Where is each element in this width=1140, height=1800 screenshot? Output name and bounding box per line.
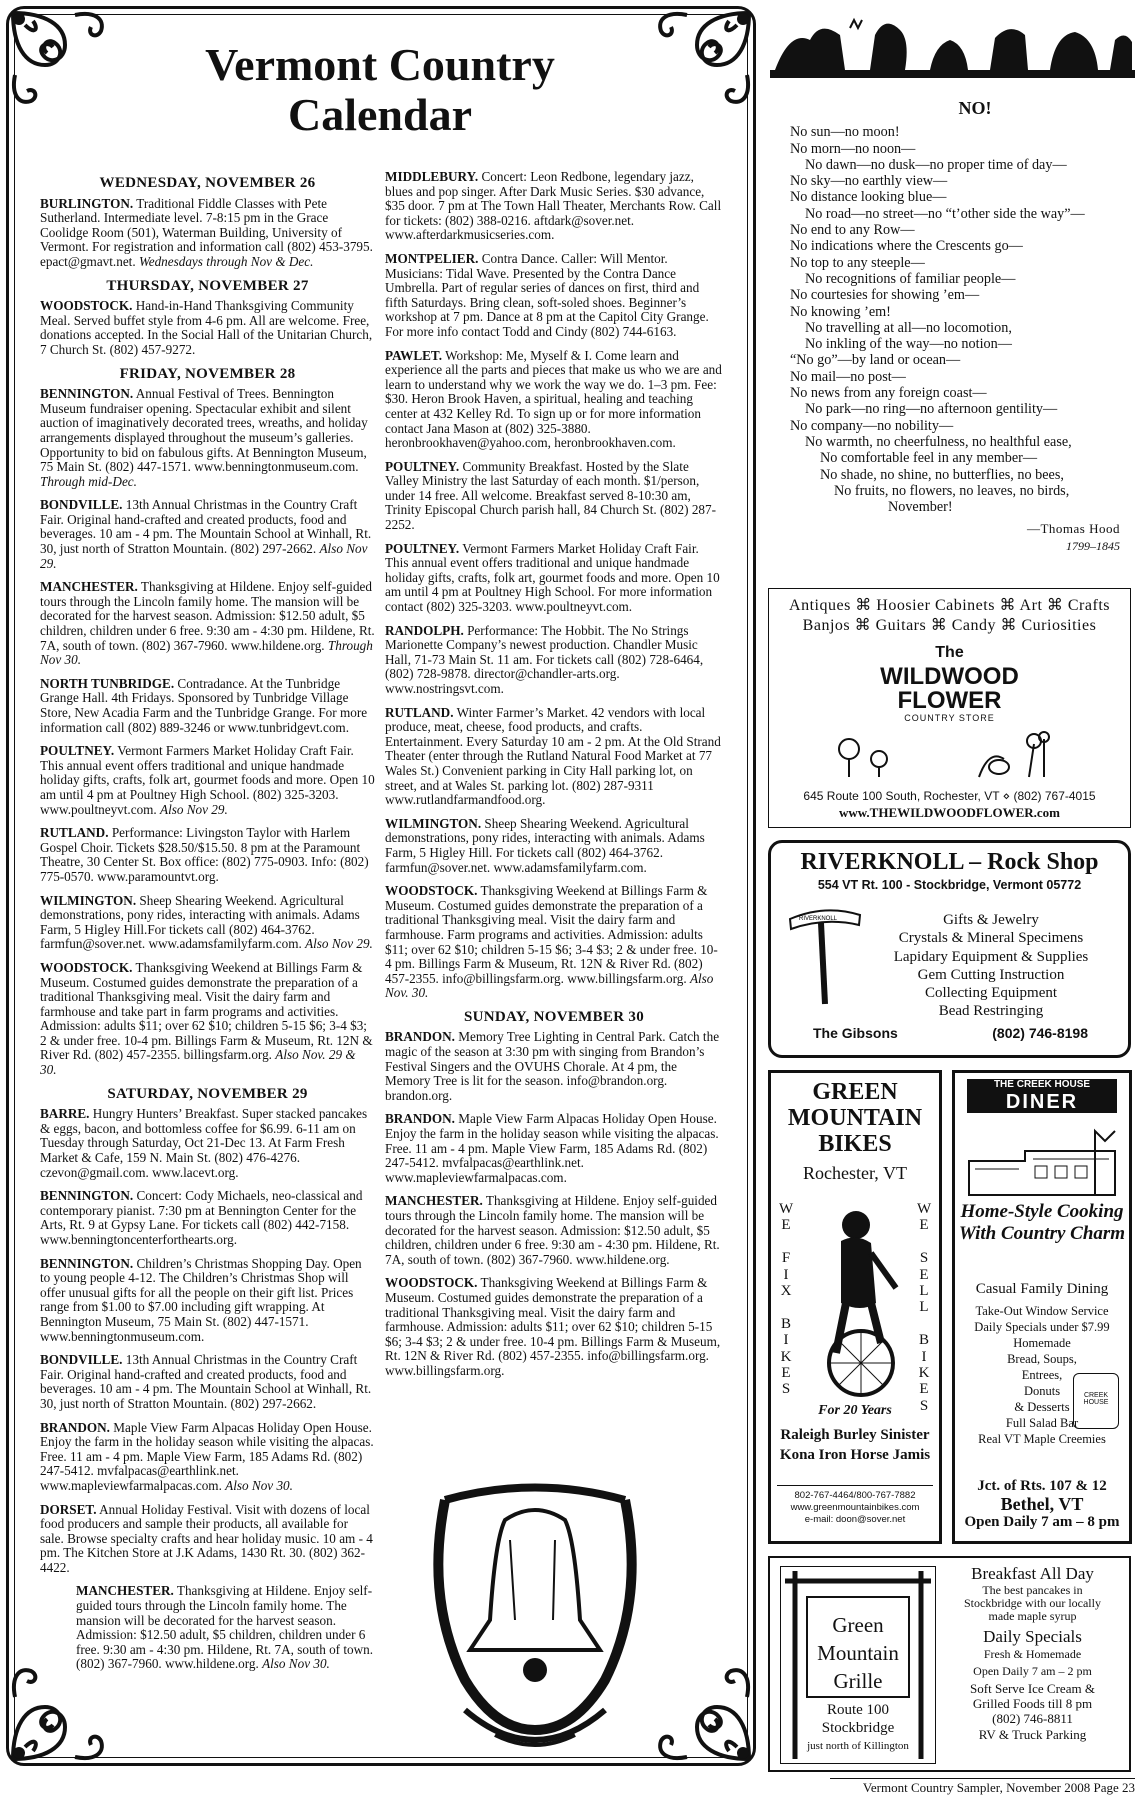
event-entry [40, 197, 375, 270]
day-heading: WEDNESDAY, NOVEMBER 26 [99, 175, 316, 191]
poem-author: —Thomas Hood [1026, 521, 1120, 537]
event-note: Also Nov 29. [160, 801, 228, 817]
vertical-slogan-right [917, 1201, 931, 1414]
brands-line: Raleigh Burley Sinister [780, 1427, 930, 1443]
event-note: Also Nov 30. [225, 1477, 293, 1493]
hours: Open Daily 7 am – 8 pm [964, 1514, 1120, 1530]
event-description: Sheep Shearing Weekend. Agricultural demonstrations, pony rides, interacting with animals. Adams Farm, 5 Higley Hill. For tickets call (802) 464-3762. farmfun@sover.net. www.adamsfamilyfarm.com. [385, 815, 705, 875]
rock-hammer-icon [785, 899, 865, 1009]
tagline: Home-Style Cooking With Country Charm [958, 1201, 1126, 1244]
event-description: Traditional Fiddle Classes with Pete Sutherland. Intermediate level. 7-8:15 pm in the Grace Coolidge Room (501), Waterman Building, University of Vermont. For registration and information call (802) 453-3795. epact@gmavt.net. [40, 195, 373, 269]
city: Rochester, VT [803, 1163, 907, 1183]
event-entry [385, 349, 723, 451]
event-description: Contradance. At the Tunbridge Grange Hall. 4th Fridays. Sponsored by Tunbridge Village Store, New Acadia Farm and the Tunbridge Grange. For more information call (802) 889-3246 or www.tunbridgevt.com. [40, 675, 368, 735]
event-entry [40, 1584, 375, 1672]
event-entry [40, 387, 375, 489]
brand-line: FLOWER [897, 687, 1002, 714]
phone: 802-767-4464/800-767-7882 [794, 1490, 916, 1501]
poem-line: No dawn—no dusk—no proper time of day— [805, 156, 1067, 173]
ad-line: Banjos ⌘ Guitars ⌘ Candy ⌘ Curiosities [802, 617, 1097, 634]
event-note: Wednesdays through Nov & Dec. [138, 253, 314, 269]
slogan-letter: K [780, 1348, 792, 1365]
poem-line: No park—no ring—no afternoon gentility— [805, 401, 1058, 418]
event-description: Thanksgiving Weekend at Billings Farm & Museum. Costumed guides demonstrate the preparation of a traditional Thanksgiving meal. Visit the dairy farm and farmhouse. Farm programs and activities. Admission: adults $11; over 62 $10; children 5-15 $6; 3-4 $3; 2 & under free. 10-4 pm. Billings Farm & Museum, Rt. 12N & River Rd. (802) 457-2355. info@billingsfarm.org. www.billingsfarm.org. [385, 883, 718, 986]
calendar-title: Vermont Country Calendar [205, 39, 555, 140]
event-town: BRANDON. [385, 1111, 455, 1127]
poem-line: No comfortable feel in any member— [820, 450, 1038, 467]
poem-line: No indications where the Crescents go— [790, 238, 1023, 255]
vertical-slogan-left [779, 1201, 793, 1398]
list-item: Crystals & Mineral Specimens [898, 930, 1084, 947]
event-entry [385, 1194, 723, 1267]
slogan-letter [779, 1234, 793, 1250]
slogan-letter: W [917, 1201, 932, 1217]
slogan-letter: B [918, 1332, 929, 1349]
event-town: MONTPELIER. [385, 250, 479, 266]
event-town: WOODSTOCK. [385, 1275, 478, 1291]
slogan-letter: E [919, 1217, 929, 1234]
event-description: Vermont Farmers Market Holiday Craft Fair. This annual event offers traditional and unique handmade holiday gifts, crafts, folk art, gourmet foods and more. Open 10 am until 4 pm at Poultney High School. (802) 325-3203. www.poultneyvt.com. [40, 743, 375, 817]
poem-title: NO! [958, 98, 992, 118]
event-town: BURLINGTON. [40, 195, 134, 211]
phone: (802) 746-8198 [992, 1025, 1088, 1041]
location [955, 1477, 1129, 1531]
poem-line: No mail—no post— [790, 368, 906, 385]
event-entry [385, 884, 723, 1001]
shop-name: RIVERKNOLL – Rock Shop [800, 849, 1099, 875]
poem-line: No travelling at all—no locomotion, [805, 319, 1012, 336]
list-item: Bread, Soups, [1007, 1352, 1077, 1366]
event-description: Hand-in-Hand Thanksgiving Community Meal. Served buffet style from 4-6 pm. All are welcome. Free, donations accepted. In the Social Hall of the Unitarian Church, 7 Church St. (802) 457-9272. [40, 298, 373, 357]
event-town: WILMINGTON. [40, 892, 137, 908]
address: 645 Route 100 South, Rochester, VT ⋄ (802) 767-4015 [803, 789, 1096, 803]
slogan-letter [917, 1234, 931, 1250]
slogan-letter: B [780, 1315, 791, 1332]
event-description: Thanksgiving at Hildene. Enjoy self-guided tours through the Lincoln family home. The mansion will be decorated for the harvest season. Admission: $12.50 adult, $5 children, children under 6 free. 9:30 am - 4:30 pm. Hildene, Rt. 7A, south of town. (802) 367-7960. www.hildene.org. [385, 1193, 720, 1267]
ad-wildwood-flower [768, 588, 1131, 828]
grille-sign [780, 1566, 936, 1764]
poem [790, 100, 1120, 554]
poem-line: No sun—no moon! [790, 124, 900, 141]
creek-house-sign-icon: CREEK HOUSE [1073, 1373, 1119, 1429]
event-town: BRANDON. [385, 1029, 455, 1045]
slogan-letter: F [781, 1250, 791, 1267]
event-entry [385, 170, 723, 243]
event-entry [40, 1189, 375, 1247]
event-description: Thanksgiving Weekend at Billings Farm & Museum. Costumed guides demonstrate the preparation of a traditional Thanksgiving meal. Visit the dairy farm and farmhouse and take part in farm programs and activities. Admission: adults $11; over 62 $10; children 5-15 $6; 3-4 $3; 2 & under free. 10-4 pm. Billings Farm & Museum, Rt. 12N & River Rd. (802) 457-2355. billingsfarm.org. [40, 959, 373, 1063]
slogan-letter: S [781, 1381, 791, 1398]
event-town: WILMINGTON. [385, 815, 482, 831]
event-description: Children’s Christmas Shopping Day. Open to young people 4-12. The Children’s Christmas Shop will offer unusual gifts for all the people on their gift list. Prices range from $1.00 to $7.00 including gift wrapping. At Bennington Museum, 75 Main St. (802) 447-1571. www.benningtonmuseum.com. [40, 1255, 362, 1344]
event-entry [385, 817, 723, 875]
event-town: DORSET. [40, 1501, 97, 1517]
shop-name: GREEN MOUNTAIN BIKES [787, 1079, 923, 1157]
event-town: RANDOLPH. [385, 622, 464, 638]
slogan-letter: E [919, 1381, 929, 1398]
event-town: NORTH TUNBRIDGE. [40, 675, 175, 691]
event-entry [40, 299, 375, 357]
event-town: BENNINGTON. [40, 1255, 134, 1271]
poem-line: No fruits, no flowers, no leaves, no birds, [834, 482, 1070, 499]
event-description: Concert: Cody Michaels, neo-classical and contemporary pianist. 7:30 pm at Bennington Center for the Arts, Rt. 9 at Gypsy Lane. For tickets call (802) 442-7158. www.benningtoncenterforthearts.org. [40, 1188, 363, 1247]
list-item: Gifts & Jewelry [943, 912, 1039, 928]
ad-green-mountain-bikes [768, 1070, 942, 1544]
event-entry [40, 580, 375, 668]
event-description: Workshop: Me, Myself & I. Come learn and experience all the parts and pieces that make us who we are and learn to understand why we work the way we do. 1–3 pm. Fee: $30. Heron Brook Haven, a spiritual, healing and teaching center at 432 Kelley Rd. To sign up or for more information contact Jana Mason at (802) 325-3880. heronbrookhaven@yahoo.com, heronbrookhaven.com. [385, 347, 722, 451]
event-town: WOODSTOCK. [385, 883, 478, 899]
event-description: Hungry Hunters’ Breakfast. Super stacked pancakes & eggs, bacon, and bottomless coffee for $6.99. 6-11 am on Tuesday through Saturday, Oct 21-Dec 13. At Farm Fresh Market & Cafe, 159 N. Main St. (802) 476-4276. czevon@gmail.com. www.lacevt.org. [40, 1106, 368, 1180]
event-entry [385, 1030, 723, 1103]
brand-name [769, 641, 1130, 713]
brands [771, 1425, 939, 1465]
event-entry [385, 624, 723, 697]
event-description: Thanksgiving at Hildene. Enjoy self-guided tours through the Lincoln family home. The mansion will be decorated for the harvest season. Admission: $12.50 adult, $5 children, children under 6 free. 9:30 am - 4:30 pm. Hildene, Rt. 7A, south of town. (802) 367-7960. www.hildene.org. [40, 579, 375, 653]
poem-line: No sky—no earthly view— [790, 173, 948, 190]
event-town: MIDDLEBURY. [385, 169, 479, 184]
event-note: Also Nov. 29 & 30. [40, 1047, 356, 1078]
event-entry [40, 961, 375, 1078]
website-link[interactable]: www.THEWILDWOODFLOWER.com [838, 805, 1060, 820]
soft-serve: Soft Serve Ice Cream & Grilled Foods till 8 pm [970, 1681, 1095, 1711]
ad-green-mountain-grille [768, 1556, 1131, 1772]
specials: Daily Specials [983, 1627, 1082, 1646]
event-description: 13th Annual Christmas in the Country Craft Fair. Original hand-crafted and created products, food and beverages. 10 am - 4 pm. The Mountain School at Winhall, Rt. 30, just north of Stratton Mountain. (802) 297-2662. [40, 1352, 372, 1411]
event-entry [40, 1107, 375, 1180]
location [795, 1701, 921, 1755]
owners: The Gibsons [813, 1025, 898, 1041]
event-description: Thanksgiving at Hildene. Enjoy self-guided tours through the Lincoln family home. The mansion will be decorated for the harvest season. Admission: $12.50 adult, $5 children, children under 6 free. 9:30 am - 4:30 pm. Hildene, Rt. 7A, south of town. (802) 367-7960. www.hildene.org. [76, 1583, 374, 1672]
event-entry [385, 542, 723, 615]
event-town: MANCHESTER. [385, 1193, 483, 1209]
event-entry [40, 1421, 375, 1494]
event-description: Annual Festival of Trees. Bennington Museum fundraiser opening. Spectacular exhibit and silent auction of imaginatively decorated trees, wreaths, and holiday arrangements displayed throughout the museum’s galleries. Opportunity to bid on fabulous gifts. At Bennington Museum, 75 Main St. (802) 447-1571. www.benningtonmuseum.com. [40, 386, 368, 475]
event-description: Maple View Farm Alpacas Holiday Open House. Enjoy the farm in the holiday season while visiting the alpacas. Free. 11 am - 4 pm. Maple View Farm, 185 Adams Rd. (802) 247-5412. mvfalpacas@earthlink.net. www.mapleviewfarmalpacas.com. [385, 1111, 719, 1185]
event-town: POULTNEY. [385, 540, 460, 556]
slogan-letter: I [783, 1332, 789, 1349]
event-town: BONDVILLE. [40, 497, 123, 513]
slogan-letter: I [783, 1266, 789, 1283]
event-description: Memory Tree Lighting in Central Park. Catch the magic of the season at 3:30 pm with singing from Brandon’s Festival Singers and the OVUHS Chorale. At 4 pm, the Memory Tree is lit for the season. info@brandon.org. brandon.org. [385, 1029, 720, 1103]
list-item: Entrees, [1021, 1368, 1063, 1382]
event-entry [385, 706, 723, 808]
slogan-letter: L [919, 1283, 929, 1300]
ad-line: Antiques ⌘ Hoosier Cabinets ⌘ Art ⌘ Crafts [789, 597, 1110, 614]
diner-logo [967, 1079, 1117, 1113]
event-town: BENNINGTON. [40, 386, 134, 402]
poem-line: No shade, no shine, no butterflies, no bees, [820, 466, 1064, 483]
corner-ornament-icon [5, 5, 125, 125]
event-note: Also Nov 29. [305, 936, 373, 952]
event-entry [40, 1353, 375, 1411]
poem-line: “No go”—by land or ocean— [790, 352, 961, 369]
restaurant-name: Green Mountain Grille [817, 1613, 899, 1693]
poem-line: No morn—no noon— [790, 140, 916, 157]
hammer-label: RIVERKNOLL [799, 916, 838, 922]
calendar-column-right [385, 170, 723, 1388]
list-item: Collecting Equipment [924, 985, 1058, 1002]
town: Bethel, VT [1000, 1494, 1084, 1514]
event-town: BARRE. [40, 1106, 90, 1122]
event-description: Annual Holiday Festival. Visit with dozens of local food producers and sample their products, all available for sale. Browse specialty crafts and hear holiday music. 10 am - 4 pm. The Kitchen Store at J.K Adams, 1430 Rt. 30. (802) 362-4422. [40, 1501, 373, 1575]
event-town: PAWLET. [385, 347, 443, 363]
day-heading: FRIDAY, NOVEMBER 28 [119, 365, 296, 382]
event-description: 13th Annual Christmas in the Country Craft Fair. Original hand-crafted and created products, food and beverages. 10 am - 4 pm. The Mountain School at Winhall, Rt. 30, just north of Stratton Mountain. (802) 297-2662. [40, 497, 372, 557]
event-note: Through mid-Dec. [40, 473, 137, 489]
slogan-letter: S [919, 1250, 929, 1267]
ad-riverknoll [768, 840, 1131, 1058]
list-item: Donuts [1023, 1384, 1061, 1398]
website-link[interactable]: www.greenmountainbikes.com [790, 1502, 920, 1513]
poem-years: 1799–1845 [1066, 538, 1120, 553]
slogan-letter: X [780, 1283, 792, 1300]
flowers-icon [829, 729, 1069, 779]
event-town: BENNINGTON. [40, 1188, 134, 1204]
event-entry [385, 252, 723, 340]
event-description: Maple View Farm Alpacas Holiday Open House. Enjoy the farm in the holiday season while visiting the alpacas. Free. 11 am - 4 pm. Maple View Farm, 185 Adams Rd. (802) 247-5412. mvfalpacas@earthlink.net. www.mapleviewfarmalpacas.com. [40, 1419, 374, 1493]
event-note: Through Nov 30. [40, 637, 373, 668]
diner-logo-top: THE CREEK HOUSE [993, 1079, 1091, 1090]
slogan-letter: W [779, 1201, 794, 1217]
event-town: POULTNEY. [40, 743, 115, 759]
event-description: Performance: The Hobbit. The No Strings Marionette Company’s newest production. Chandler Music Hall, 71-73 Main St. 11 am. For tickets call (802) 728-6464, (802) 728-9878. director@chandler-arts.org. www.nostringsvt.com. [385, 622, 704, 696]
poem-line: No distance looking blue— [790, 189, 947, 206]
event-note: Also Nov 30. [262, 1656, 330, 1672]
brand-the: The [935, 644, 964, 661]
event-description: Community Breakfast. Hosted by the Slate Valley Ministry the last Saturday of each month. $1/person, under 14 free. All welcome. Breakfast served 8-10:30 am, Trinity Episcopal Church parish hall, 84 Church St. (802) 287-2252. [385, 458, 717, 533]
event-town: RUTLAND. [40, 825, 109, 841]
slogan-letter: E [919, 1266, 929, 1283]
page-footer: Vermont Country Sampler, November 2008 Page 23 [830, 1778, 1135, 1796]
poem-line: No end to any Row— [790, 222, 915, 239]
silhouette-banner-icon [770, 10, 1135, 80]
event-town: MANCHESTER. [40, 579, 138, 595]
poem-line: No top to any steeple— [790, 254, 925, 271]
list-item: Lapidary Equipment & Supplies [893, 948, 1089, 965]
slogan-letter: E [781, 1365, 791, 1382]
event-town: BONDVILLE. [40, 1352, 123, 1368]
bell-icon [405, 1480, 665, 1760]
event-town: WOODSTOCK. [40, 959, 133, 975]
event-town: MANCHESTER. [76, 1583, 174, 1599]
event-note: Also Nov. 30. [385, 970, 714, 1001]
slogan: For 20 Years [818, 1403, 892, 1418]
dining-type: Casual Family Dining [975, 1281, 1109, 1297]
event-entry [40, 744, 375, 817]
day-heading: SATURDAY, NOVEMBER 29 [107, 1085, 308, 1102]
event-entry [385, 1276, 723, 1378]
diner-logo-name: DINER [1005, 1091, 1079, 1113]
event-entry [40, 894, 375, 952]
email[interactable]: e-mail: doon@sover.net [804, 1514, 906, 1525]
route: Route 100 [826, 1702, 890, 1718]
hours: Open Daily 7 am – 2 pm [973, 1664, 1092, 1678]
poem-line: No road—no street—no “t’other side the way”— [805, 205, 1085, 222]
grille-info [940, 1564, 1125, 1743]
town: Stockbridge [821, 1720, 895, 1736]
event-town: BRANDON. [40, 1419, 110, 1435]
slogan-letter: I [921, 1348, 927, 1365]
event-entry [40, 498, 375, 571]
slogan-letter: K [918, 1365, 930, 1382]
event-town: WOODSTOCK. [40, 298, 133, 314]
list-item: Daily Specials under $7.99 [974, 1320, 1110, 1334]
poem-line: No courtesies for showing ’em— [790, 287, 980, 304]
poem-line: No news from any foreign coast— [790, 385, 987, 402]
poem-line: No knowing ’em! [790, 303, 891, 320]
breakfast: Breakfast All Day [971, 1564, 1094, 1583]
list-item: Full Salad Bar [1005, 1416, 1079, 1430]
diner-building-icon [965, 1121, 1121, 1199]
fresh: Fresh & Homemade [983, 1647, 1082, 1661]
poem-line: No company—no nobility— [790, 417, 954, 434]
slogan-letter [779, 1299, 793, 1315]
poem-lines [790, 124, 1120, 515]
slogan-letter: S [919, 1397, 929, 1414]
list-item: Take-Out Window Service [975, 1304, 1109, 1318]
cyclist-icon [801, 1203, 911, 1403]
poem-line: No recognitions of familiar people— [805, 270, 1016, 287]
event-note: Also Nov 29. [40, 541, 368, 571]
near: just north of Killington [807, 1740, 909, 1752]
event-description: Contra Dance. Caller: Will Mentor. Musicians: Tidal Wave. Presented by the Contra Dance Umbrella. Part of regular series of dances on first, third and fifth Saturdays. Bring clean, soft-soled shoes. Beginner’s workshop at 7 pm. Dance at 8 pm at the Capitol City Grange. For more info contact Todd and Cindy (802) 744-6163. [385, 250, 709, 339]
slogan-letter: E [781, 1217, 791, 1234]
event-description: Performance: Livingston Taylor with Harlem Gospel Choir. Tickets $28.50/$15.50. 8 pm at the Paramount Theatre, 30 Center St. Box office: (802) 775-0903. Info: (802) 775-0570. www.paramountvt.org. [40, 825, 369, 884]
brands-line: Kona Iron Horse Jamis [779, 1447, 931, 1463]
day-heading: SUNDAY, NOVEMBER 30 [463, 1008, 645, 1025]
list-item: Real VT Maple Creemies [978, 1432, 1106, 1446]
event-entry [385, 460, 723, 533]
event-entry [385, 1112, 723, 1185]
event-description: Vermont Farmers Market Holiday Craft Fair. This annual event offers traditional and unique handmade holiday gifts, crafts, folk art, gourmet foods and more. Open 10 am until 4 pm at Poultney High School. For more information contact (802) 325-3203. www.poultneyvt.com. [385, 540, 720, 615]
event-entry [40, 1257, 375, 1345]
slogan-letter [917, 1316, 931, 1332]
list-item: Bead Restringing [938, 1003, 1044, 1020]
poem-line: November! [888, 499, 953, 516]
event-town: RUTLAND. [385, 704, 454, 720]
ad-creek-house-diner [952, 1070, 1132, 1544]
event-description: Winter Farmer’s Market. 42 vendors with local produce, meat, cheese, food products, and crafts. Entertainment. Every Saturday 10 am - 2 pm. At the Old Strand Theater (enter through the Rutland Natural Food Market at 77 Wales St.) Convenient parking in City Hall parking lot, on street, and at Wales St. parking lot. (802) 287-9311 www.rutlandfarmandfood.org. [385, 704, 721, 808]
parking: RV & Truck Parking [978, 1727, 1087, 1742]
calendar-column-left [40, 170, 375, 1681]
list-item: Homemade [1013, 1336, 1071, 1350]
poem-line: No inkling of the way—no notion— [805, 336, 1012, 353]
address: 554 VT Rt. 100 - Stockbridge, Vermont 05772 [817, 878, 1082, 892]
item-list [871, 911, 1111, 1021]
phone: (802) 746-8811 [992, 1711, 1073, 1726]
event-entry [40, 826, 375, 884]
contact [777, 1485, 933, 1526]
slogan-letter: L [919, 1299, 929, 1316]
event-town: POULTNEY. [385, 458, 460, 474]
list-item: Gem Cutting Instruction [917, 966, 1065, 983]
event-description: Concert: Leon Redbone, legendary jazz, blues and pop singer. After Dark Music Series. $30 advance, $35 door. 7 pm at The Town Hall Theater, Merchants Row. Call for tickets: (802) 388-0216. aftdark@sover.net. www.afterdarkmusicseries.com. [385, 169, 722, 243]
event-description: Sheep Shearing Weekend. Agricultural demonstrations, pony rides, interacting with animals. Adams Farm, 5 Higley Hill.For tickets call (802) 464-3762. farmfun@sover.net. www.adamsfamilyfarm.com. [40, 892, 360, 952]
pancakes: The best pancakes in Stockbridge with our locally made maple syrup [964, 1583, 1101, 1623]
event-description: Thanksgiving Weekend at Billings Farm & Museum. Costumed guides demonstrate the preparation of a traditional Thanksgiving meal. Visit the dairy farm and farmhouse. Admission: adults $11; over 62 $10; children 5-15 $6; 3-4 $3; 2 & under free. 10-4 pm. Billings Farm & Museum, Rt. 12N & River Rd. (802) 457-2355. info@billingsfarm.org. www.billingsfarm.org. [385, 1275, 721, 1378]
event-entry [40, 1503, 375, 1576]
day-heading: THURSDAY, NOVEMBER 27 [106, 277, 309, 294]
poem-line: No warmth, no cheerfulness, no healthful ease, [805, 433, 1072, 450]
brand-subtitle: COUNTRY STORE [904, 713, 995, 723]
corner-ornament-icon [637, 5, 757, 125]
event-entry [40, 677, 375, 735]
junction: Jct. of Rts. 107 & 12 [977, 1478, 1107, 1494]
brand-line: WILDWOOD [880, 663, 1019, 690]
list-item: & Desserts [1014, 1400, 1070, 1414]
